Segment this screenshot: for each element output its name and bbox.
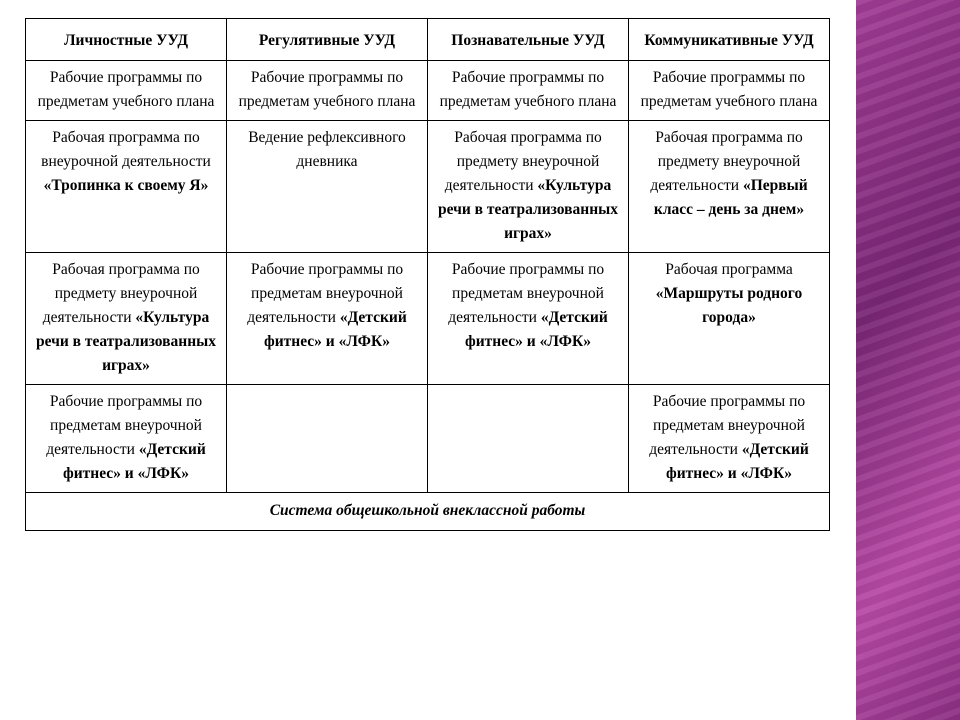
table-row [26,121,830,253]
table-cell [227,61,428,121]
cell-text: Рабочая программа [665,261,793,278]
cell-program-title: «Детский фитнес» и «ЛФК» [666,441,809,482]
decorative-accent-texture [856,0,960,720]
header-regulative: Регулятивные УУД [227,19,428,61]
cell-text: Рабочие программы по предметам внеурочной деятельности [649,393,806,458]
table-cell-empty [428,385,629,493]
table-cell [227,121,428,253]
header-cognitive: Познавательные УУД [428,19,629,61]
table-cell [26,385,227,493]
footer-cell: Система общешкольной внеклассной работы [26,493,830,531]
table-cell [629,121,830,253]
table-cell [26,121,227,253]
cell-text: Ведение рефлексивного дневника [248,129,406,170]
table-cell [26,61,227,121]
table-cell [428,61,629,121]
cell-text: Рабочая программа по предмету внеурочной деятельности [42,261,200,326]
cell-program-title: «Детский фитнес» и «ЛФК» [63,441,206,482]
table-cell [629,61,830,121]
footer-row [26,493,830,531]
table-cell [428,121,629,253]
header-communicative: Коммуникативные УУД [629,19,830,61]
cell-text: Рабочая программа по предмету внеурочной деятельности [650,129,803,194]
cell-program-title: «Культура речи в театрализованных играх» [437,177,619,242]
cell-text: Рабочие программы по предметам внеурочной деятельности [448,261,605,326]
cell-text: Рабочие программы по предметам учебного плана [640,69,818,110]
cell-program-title: «Маршруты родного города» [655,285,803,326]
cell-text: Рабочая программа по внеурочной деятельности [41,129,211,170]
cell-program-title: «Культура речи в театрализованных играх» [35,309,217,374]
cell-text: Рабочие программы по предметам учебного плана [37,69,215,110]
table-cell [629,253,830,385]
cell-text: Рабочие программы по предметам учебного плана [238,69,416,110]
cell-program-title: «Тропинка к своему Я» [43,177,209,194]
uud-table-container [25,18,830,531]
table-cell [629,385,830,493]
table-row [26,385,830,493]
header-row [26,19,830,61]
cell-text: Рабочие программы по предметам внеурочной деятельности [46,393,203,458]
cell-program-title: «Первый класс – день за днем» [653,177,808,218]
table-cell-empty [227,385,428,493]
cell-text: Рабочие программы по предметам учебного плана [439,69,617,110]
uud-table [25,18,830,531]
cell-program-title: «Детский фитнес» и «ЛФК» [465,309,608,350]
header-personal: Личностные УУД [26,19,227,61]
table-cell [26,253,227,385]
cell-text: Рабочие программы по предметам внеурочной деятельности [247,261,404,326]
cell-text: Рабочая программа по предмету внеурочной деятельности [444,129,602,194]
table-cell [428,253,629,385]
table-cell [227,253,428,385]
table-row [26,61,830,121]
cell-program-title: «Детский фитнес» и «ЛФК» [264,309,407,350]
table-row [26,253,830,385]
